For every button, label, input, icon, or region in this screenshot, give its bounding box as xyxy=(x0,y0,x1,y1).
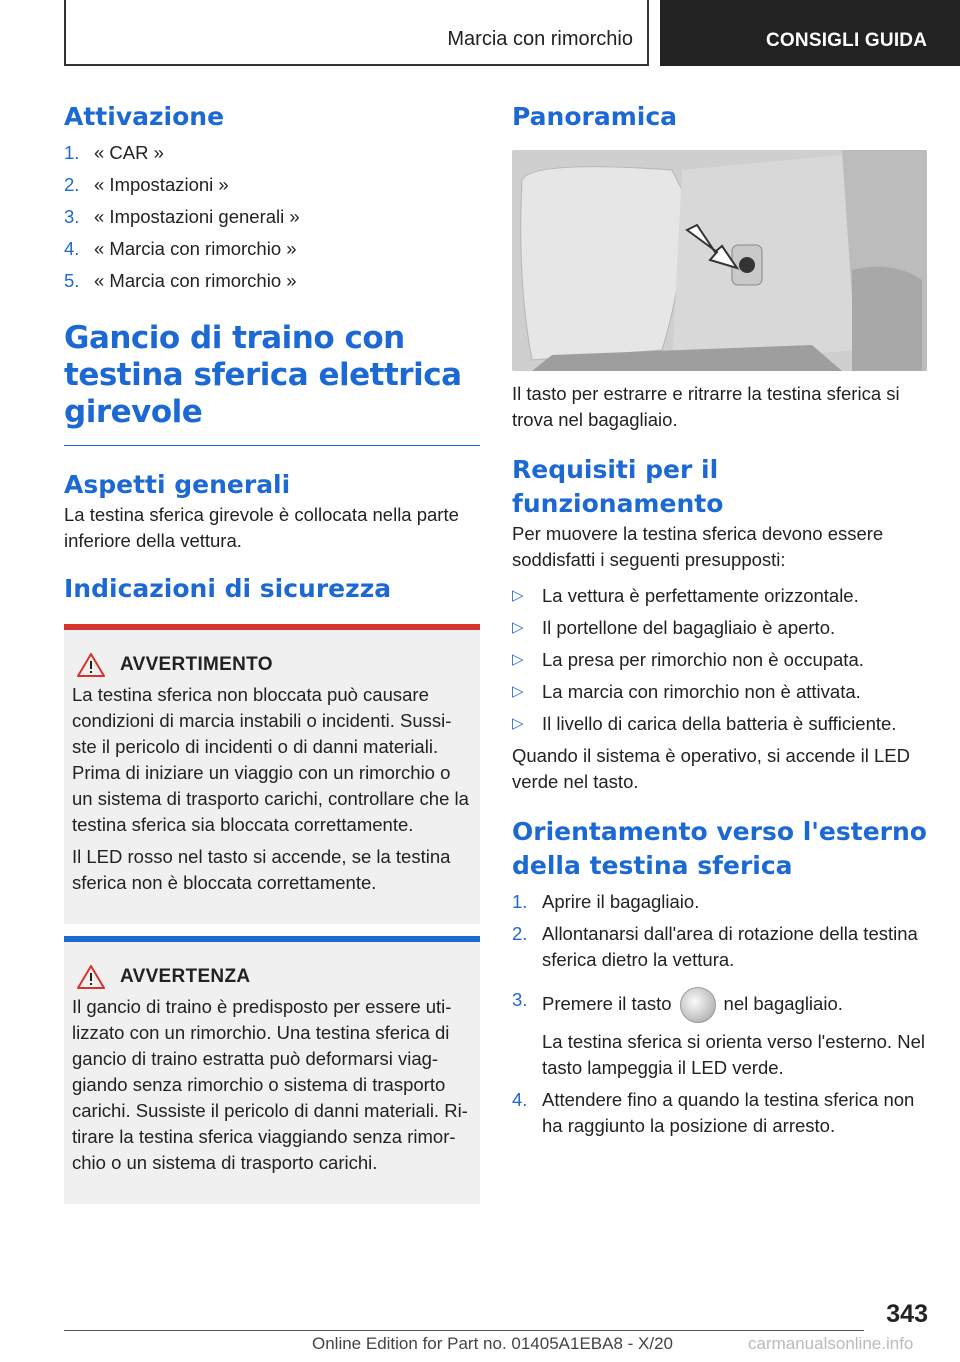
step-number: 1. xyxy=(512,891,528,912)
list-item xyxy=(512,615,927,641)
requirement-text: La presa per rimorchio non è occupata. xyxy=(542,649,864,670)
list-item xyxy=(512,583,927,609)
general-heading: Aspetti generali xyxy=(64,470,291,499)
step-subtext: La testina sferica si orienta verso l'esterno. Nel tasto lampeggia il LED verde. xyxy=(542,1031,925,1078)
requirements-list xyxy=(512,583,927,737)
list-item xyxy=(512,647,927,673)
step-text: « Marcia con rimorchio » xyxy=(94,238,297,259)
heading-divider xyxy=(64,445,480,446)
step-number: 4. xyxy=(512,1089,528,1110)
list-item xyxy=(64,236,480,262)
footer-divider xyxy=(64,1330,864,1331)
activation-heading: Attivazione xyxy=(64,102,225,131)
activation-steps xyxy=(64,140,480,294)
footer-watermark: carmanualsonline.info xyxy=(748,1334,914,1353)
step-number: 4. xyxy=(64,238,80,259)
step-text: « Impostazioni » xyxy=(94,174,229,195)
header-chapter-title: CONSIGLI GUIDA xyxy=(766,30,928,51)
general-text: La testina sferica girevole è collocata nella parte inferiore della vettura. xyxy=(64,504,459,551)
main-section-heading: Gancio di traino con testina sferica elettrica girevole xyxy=(64,320,462,430)
step-number: 1. xyxy=(64,142,80,163)
safety-heading: Indicazioni di sicurezza xyxy=(64,574,392,603)
triangle-bullet-icon: ▷ xyxy=(512,651,524,668)
step-text: nel bagagliaio. xyxy=(723,992,843,1014)
header-section-title: Marcia con rimorchio xyxy=(447,28,633,50)
triangle-bullet-icon: ▷ xyxy=(512,619,524,636)
list-item xyxy=(64,140,480,166)
step-number: 2. xyxy=(64,174,80,195)
warning-triangle-icon xyxy=(76,652,106,678)
caution-text: Il gancio di traino è predisposto per essere uti-lizzato con un rimorchio. Una testina sferica di gancio di traino estratta può deformarsi viag-giando senza rimorchio o sistema di trasporto carichi. Sussiste il pericolo di danni materiali. Ri-tirare la testina sferica viaggiando senza rimor-chio o un sistema di trasporto carichi. xyxy=(72,996,468,1173)
list-item xyxy=(512,921,927,973)
orientation-heading: Orientamento verso l'esterno della testina sferica xyxy=(512,817,927,880)
step-text: Premere il tasto xyxy=(542,992,672,1014)
requirement-text: Il livello di carica della batteria è sufficiente. xyxy=(542,713,897,734)
list-item xyxy=(512,1087,927,1139)
triangle-bullet-icon: ▷ xyxy=(512,587,524,604)
caution-box xyxy=(64,936,480,1204)
list-item xyxy=(512,679,927,705)
left-column xyxy=(64,100,480,1204)
step-text: « Marcia con rimorchio » xyxy=(94,270,297,291)
list-item xyxy=(64,172,480,198)
step-text: Attendere fino a quando la testina sferica non ha raggiunto la posizione di arresto. xyxy=(542,1089,915,1136)
warning-text: Il LED rosso nel tasto si accende, se la testina sferica non è bloccata correttamente. xyxy=(72,846,451,893)
footer-edition: Online Edition for Part no. 01405A1EBA8 - X/20 xyxy=(312,1334,674,1353)
requirement-text: La marcia con rimorchio non è attivata. xyxy=(542,681,861,702)
step-text: Allontanarsi dall'area di rotazione della testina sferica dietro la vettura. xyxy=(542,923,918,970)
warning-text: La testina sferica non bloccata può causare condizioni di marcia instabili o incidenti. Sussi-ste il pericolo di incidenti o di danni materiali. Prima di iniziare un viaggio con un rimorchio o un sistema di trasporto carichi, controllare che la testina sferica sia bloccata correttamente. xyxy=(72,684,469,835)
trunk-photo xyxy=(512,150,927,371)
caution-triangle-icon xyxy=(76,964,106,990)
caution-title: AVVERTENZA xyxy=(120,966,251,987)
warning-title: AVVERTIMENTO xyxy=(120,654,273,675)
step-number: 5. xyxy=(64,270,80,291)
page-number: 343 xyxy=(886,1300,928,1328)
list-item xyxy=(64,204,480,230)
list-item xyxy=(512,889,927,915)
tow-hitch-button-icon xyxy=(680,987,716,1023)
orientation-steps xyxy=(512,889,927,1139)
step-text: « Impostazioni generali » xyxy=(94,206,300,227)
triangle-bullet-icon: ▷ xyxy=(512,715,524,732)
trunk-illustration xyxy=(512,150,927,371)
requirement-text: Il portellone del bagagliaio è aperto. xyxy=(542,617,836,638)
step-number: 2. xyxy=(512,923,528,944)
header-chapter-tab xyxy=(660,0,960,66)
overview-text: Il tasto per estrarre e ritrarre la testina sferica si trova nel bagagliaio. xyxy=(512,383,900,430)
step-number: 3. xyxy=(64,206,80,227)
triangle-bullet-icon: ▷ xyxy=(512,683,524,700)
list-item xyxy=(512,711,927,737)
step-number: 3. xyxy=(512,989,528,1010)
warning-box xyxy=(64,624,480,924)
right-column xyxy=(512,100,927,1145)
requirement-text: La vettura è perfettamente orizzontale. xyxy=(542,585,859,606)
step-text: « CAR » xyxy=(94,142,164,163)
list-item xyxy=(64,268,480,294)
operative-text: Quando il sistema è operativo, si accende il LED verde nel tasto. xyxy=(512,745,910,792)
requirements-intro: Per muovere la testina sferica devono essere soddisfatti i seguenti presupposti: xyxy=(512,523,884,570)
requirements-heading: Requisiti per il funzionamento xyxy=(512,455,724,518)
header-section-box xyxy=(64,0,649,66)
step-text: Aprire il bagagliaio. xyxy=(542,891,700,912)
list-item xyxy=(512,987,927,1081)
overview-heading: Panoramica xyxy=(512,102,678,131)
